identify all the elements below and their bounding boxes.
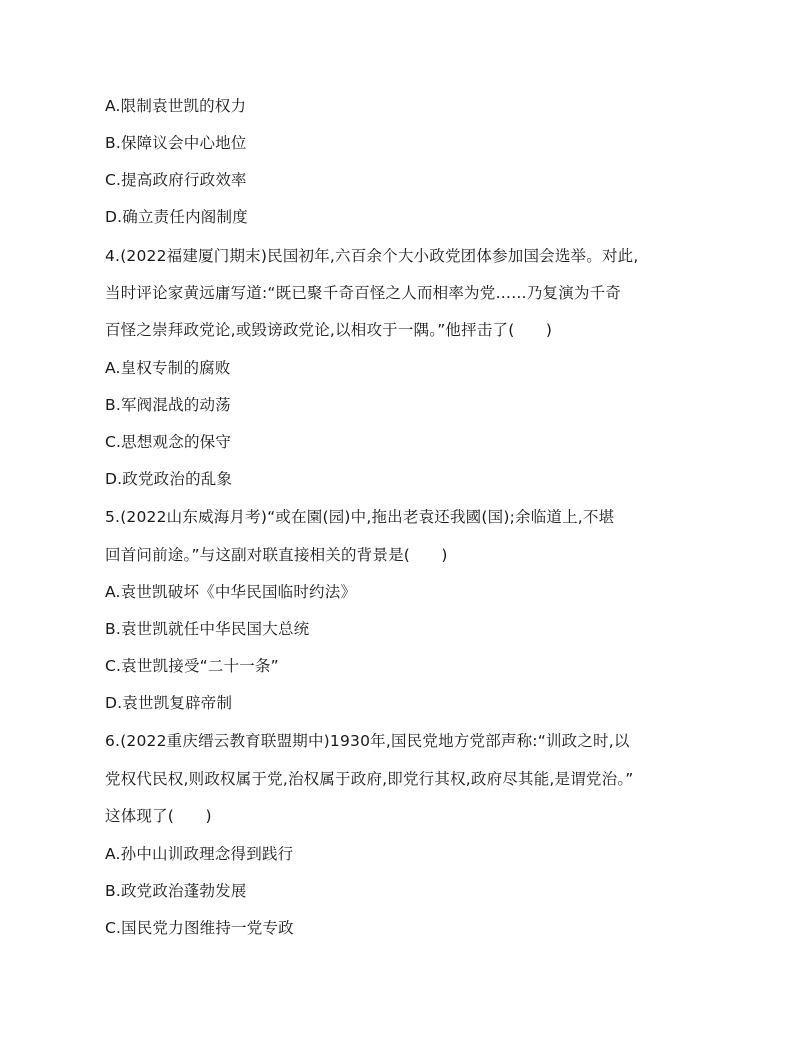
q4-stem-line-3: 百怪之崇拜政党论,或毁谤政党论,以相攻于一隅。”他抨击了( ) <box>105 321 553 339</box>
q6-stem-line-3: 这体现了( ) <box>105 807 212 825</box>
q5-stem-line-1: 5.(2022山东威海月考)“或在園(园)中,拖出老袁还我國(国);余临道上,不堪 <box>105 508 615 526</box>
q6-stem-line-1: 6.(2022重庆缙云教育联盟期中)1930年,国民党地方党部声称:“训政之时,以 <box>105 732 630 750</box>
q3-option-a: A.限制袁世凯的权力 <box>105 97 247 115</box>
q3-option-d: D.确立责任内阁制度 <box>105 208 248 226</box>
q5-option-d: D.袁世凯复辟帝制 <box>105 694 233 712</box>
q5-option-b: B.袁世凯就任中华民国大总统 <box>105 620 310 638</box>
q4-option-b: B.军阀混战的动荡 <box>105 396 231 414</box>
q6-option-c: C.国民党力图维持一党专政 <box>105 919 294 937</box>
q4-option-a: A.皇权专制的腐败 <box>105 359 231 377</box>
q4-stem-line-1: 4.(2022福建厦门期末)民国初年,六百余个大小政党团体参加国会选举。对此, <box>105 247 639 265</box>
q4-stem-line-2: 当时评论家黄远庸写道:“既已聚千奇百怪之人而相率为党……乃复演为千奇 <box>105 284 622 302</box>
q6-stem-line-2: 党权代民权,则政权属于党,治权属于政府,即党行其权,政府尽其能,是谓党治。” <box>105 770 634 788</box>
q3-option-b: B.保障议会中心地位 <box>105 134 247 152</box>
q3-option-c: C.提高政府行政效率 <box>105 171 247 189</box>
q5-option-a: A.袁世凯破坏《中华民国临时约法》 <box>105 583 357 601</box>
q5-stem-line-2: 回首问前途。”与这副对联直接相关的背景是( ) <box>105 546 448 564</box>
q4-option-c: C.思想观念的保守 <box>105 433 232 451</box>
q4-option-d: D.政党政治的乱象 <box>105 470 233 488</box>
q6-option-b: B.政党政治蓬勃发展 <box>105 882 247 900</box>
q5-option-c: C.袁世凯接受“二十一条” <box>105 657 279 675</box>
q6-option-a: A.孙中山训政理念得到践行 <box>105 845 294 863</box>
